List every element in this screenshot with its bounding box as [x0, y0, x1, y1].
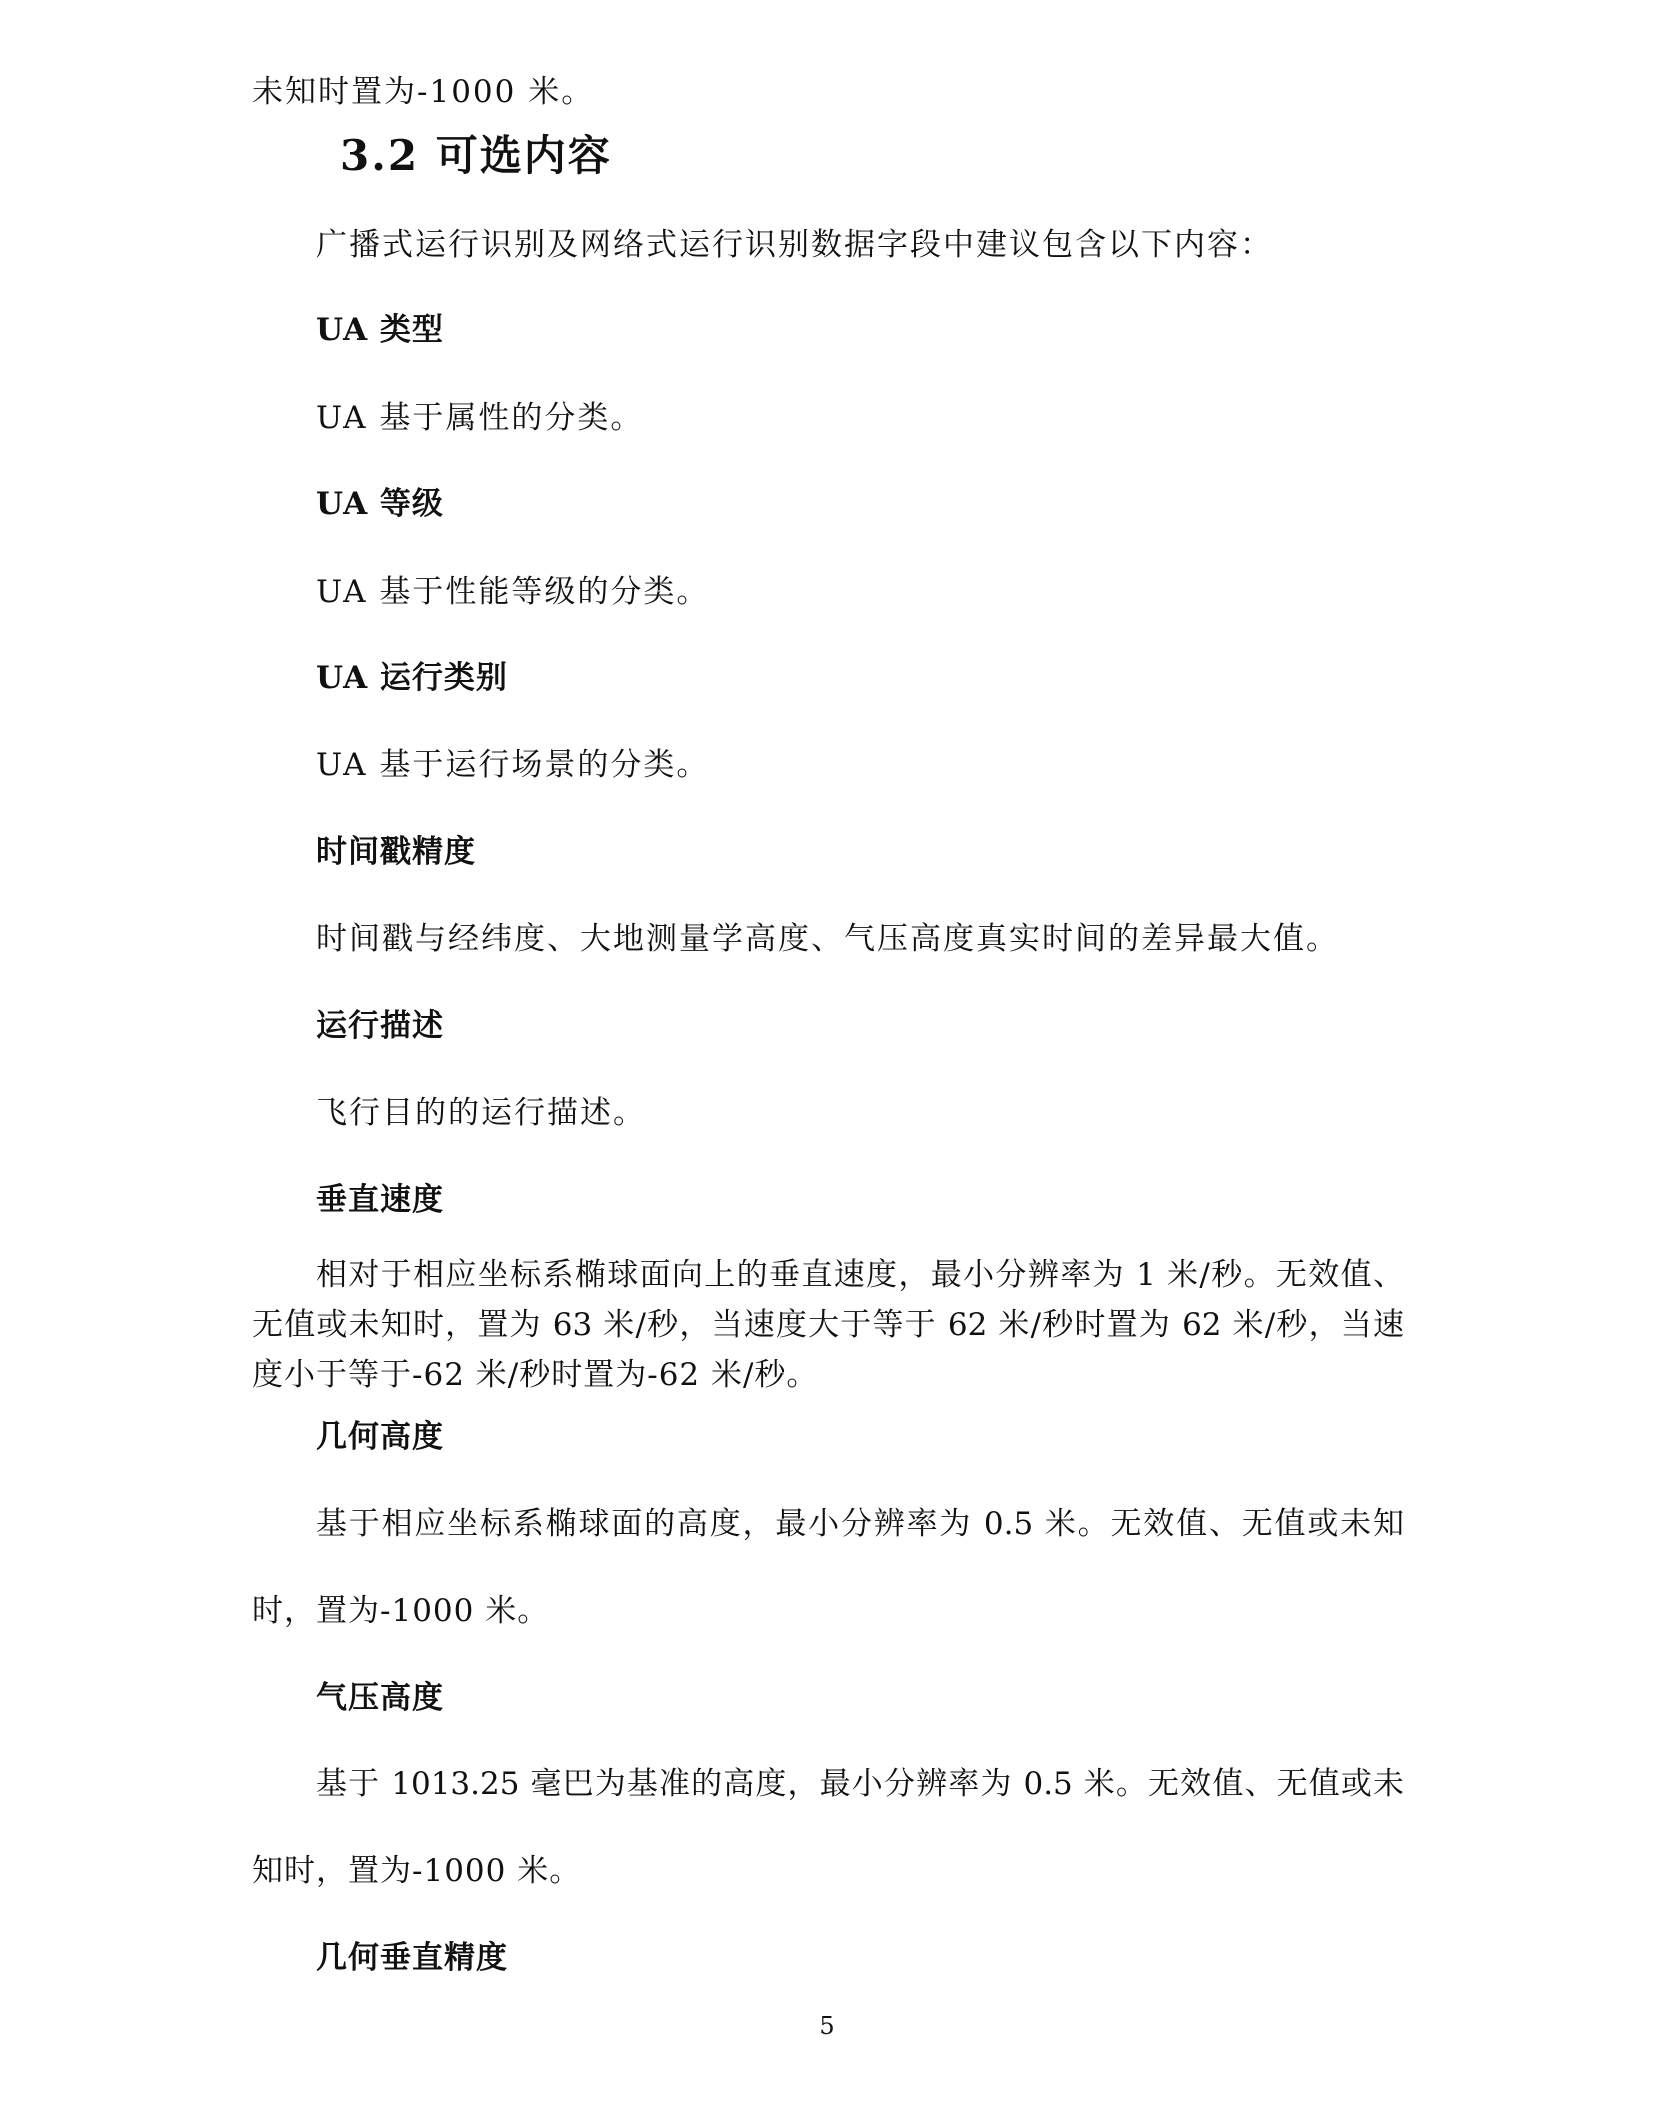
- heading-operation-description: 运行描述: [316, 1008, 444, 1044]
- text-timestamp-accuracy: 时间戳与经纬度、大地测量学高度、气压高度真实时间的差异最大值。: [316, 921, 1339, 957]
- heading-ua-operation-category: UA 运行类别: [316, 660, 508, 696]
- heading-vertical-speed: 垂直速度: [316, 1182, 444, 1218]
- heading-timestamp-accuracy: 时间戳精度: [316, 834, 476, 870]
- text-geometric-altitude-line-1: 基于相应坐标系椭球面的高度，最小分辨率为 0.5 米。无效值、无值或未知: [316, 1506, 1404, 1542]
- heading-ua-class: UA 等级: [316, 486, 444, 522]
- page-number: 5: [819, 2012, 835, 2040]
- text-vertical-speed-line-3: 度小于等于-62 米/秒时置为-62 米/秒。: [252, 1357, 819, 1393]
- text-pressure-altitude-line-1: 基于 1013.25 毫巴为基准的高度，最小分辨率为 0.5 米。无效值、无值或未: [316, 1766, 1404, 1802]
- heading-geometric-vertical-accuracy: 几何垂直精度: [316, 1940, 508, 1976]
- continuation-text: 未知时置为-1000 米。: [252, 74, 595, 110]
- heading-ua-type: UA 类型: [316, 312, 444, 348]
- heading-pressure-altitude: 气压高度: [316, 1680, 444, 1716]
- text-ua-class: UA 基于性能等级的分类。: [316, 574, 710, 610]
- text-vertical-speed-line-1: 相对于相应坐标系椭球面向上的垂直速度，最小分辨率为 1 米/秒。无效值、: [316, 1257, 1404, 1293]
- text-ua-operation-category: UA 基于运行场景的分类。: [316, 747, 710, 783]
- heading-geometric-altitude: 几何高度: [316, 1419, 444, 1455]
- section-intro: 广播式运行识别及网络式运行识别数据字段中建议包含以下内容：: [316, 227, 1273, 263]
- text-vertical-speed-line-2: 无值或未知时，置为 63 米/秒，当速度大于等于 62 米/秒时置为 62 米/秒，当速: [252, 1307, 1404, 1343]
- text-pressure-altitude-line-2: 知时，置为-1000 米。: [252, 1853, 582, 1889]
- text-ua-type: UA 基于属性的分类。: [316, 400, 644, 436]
- text-operation-description: 飞行目的的运行描述。: [316, 1095, 646, 1131]
- text-geometric-altitude-line-2: 时，置为-1000 米。: [252, 1593, 550, 1629]
- section-title: 3.2 可选内容: [340, 131, 612, 180]
